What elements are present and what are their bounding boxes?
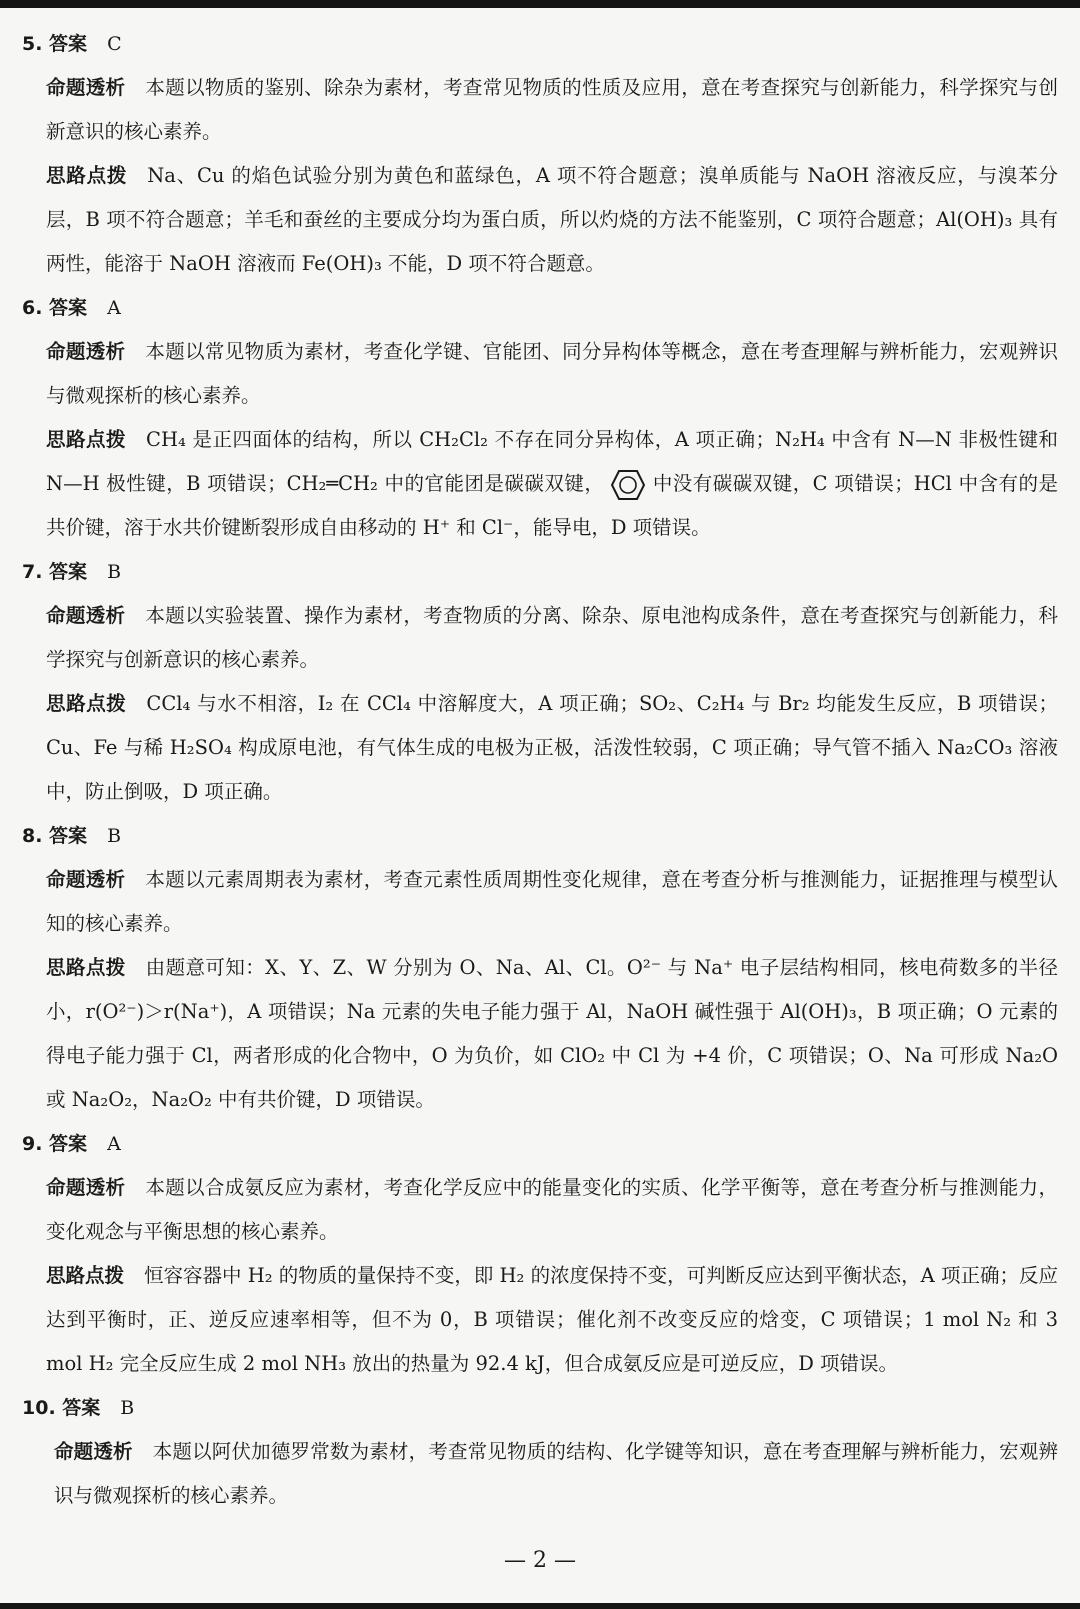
- hint-text: 恒容容器中 H₂ 的物质的量保持不变，即 H₂ 的浓度保持不变，可判断反应达到平衡状态，A 项正确；反应达到平衡时，正、逆反应速率相等，但不为 0，B 项错误；催化剂不改变反应的焓变，C 项错误；1 mol N₂ 和 3 mol H₂ 完全反应生成 2 mol NH₃ 放出的热量为 92.4 kJ，但合成氨反应是可逆反应，D 项错误。: [46, 1264, 1058, 1375]
- intent-text: 本题以合成氨反应为素材，考查化学反应中的能量变化的实质、化学平衡等，意在考查分析与推测能力，变化观念与平衡思想的核心素养。: [46, 1176, 1058, 1243]
- intent-text: 本题以元素周期表为素材，考查元素性质周期性变化规律，意在考查分析与推测能力，证据推理与模型认知的核心素养。: [46, 868, 1058, 935]
- intent-text: 本题以物质的鉴别、除杂为素材，考查常见物质的性质及应用，意在考查探究与创新能力，科学探究与创新意识的核心素养。: [46, 76, 1058, 143]
- question-7-hint: [46, 682, 1058, 814]
- intent-label: 命题透析: [46, 604, 126, 627]
- hint-text: CCl₄ 与水不相溶，I₂ 在 CCl₄ 中溶解度大，A 项正确；SO₂、C₂H₄ 与 Br₂ 均能发生反应，B 项错误；Cu、Fe 与稀 H₂SO₄ 构成原电池，有气体生成的电极为正极，活泼性较弱，C 项正确；导气管不插入 Na₂CO₃ 溶液中，防止倒吸，D 项正确。: [46, 692, 1058, 803]
- question-9-intent: [46, 1166, 1058, 1254]
- question-6-intent: [46, 330, 1058, 418]
- answer-value: C: [107, 33, 122, 55]
- answer-page: [22, 22, 1058, 1518]
- intent-label: 命题透析: [46, 1176, 126, 1199]
- answer-value: A: [107, 297, 121, 319]
- answer-value: B: [120, 1397, 135, 1419]
- intent-label: 命题透析: [54, 1440, 133, 1463]
- question-number: 6. 答案: [22, 297, 88, 319]
- hint-label: 思路点拨: [46, 692, 127, 715]
- question-8-hint: [46, 946, 1058, 1122]
- question-5-hint: [46, 154, 1058, 286]
- intent-text: 本题以常见物质为素材，考查化学键、官能团、同分异构体等概念，意在考查理解与辨析能力，宏观辨识与微观探析的核心素养。: [46, 340, 1058, 407]
- answer-value: A: [107, 1133, 121, 1155]
- intent-label: 命题透析: [46, 868, 126, 891]
- question-6-hint: [46, 418, 1058, 550]
- hint-text: 由题意可知：X、Y、Z、W 分别为 O、Na、Al、Cl。O²⁻ 与 Na⁺ 电子层结构相同，核电荷数多的半径小，r(O²⁻)＞r(Na⁺)，A 项错误；Na 元素的失电子能力强于 Al，NaOH 碱性强于 Al(OH)₃，B 项正确；O 元素的得电子能力强于 Cl，两者形成的化合物中，O 为负价，如 ClO₂ 中 Cl 为 +4 价，C 项错误；O、Na 可形成 Na₂O 或 Na₂O₂，Na₂O₂ 中有共价键，D 项错误。: [46, 956, 1058, 1111]
- question-7-intent: [46, 594, 1058, 682]
- answer-value: B: [107, 561, 122, 583]
- question-5-intent: [46, 66, 1058, 154]
- answer-value: B: [107, 825, 122, 847]
- question-number: 10. 答案: [22, 1397, 101, 1419]
- page-number: — 2 —: [504, 1548, 576, 1573]
- intent-text: 本题以实验装置、操作为素材，考查物质的分离、除杂、原电池构成条件，意在考查探究与创新能力，科学探究与创新意识的核心素养。: [46, 604, 1058, 671]
- intent-label: 命题透析: [46, 340, 126, 363]
- intent-label: 命题透析: [46, 76, 126, 99]
- question-number: 7. 答案: [22, 561, 88, 583]
- benzene-ring-icon: [610, 469, 646, 501]
- question-7-header: [22, 550, 1058, 594]
- top-border: [0, 0, 1080, 8]
- hint-label: 思路点拨: [46, 428, 127, 451]
- question-10-header: [22, 1386, 1058, 1430]
- hint-text-part-2: 中没有碳碳双键，C 项错误；HCl 中含有的是共价键，溶于水共价键断裂形成自由移动的 H⁺ 和 Cl⁻，能导电，D 项错误。: [46, 472, 1058, 539]
- question-number: 5. 答案: [22, 33, 88, 55]
- question-8-header: [22, 814, 1058, 858]
- question-9-header: [22, 1122, 1058, 1166]
- hint-text: Na、Cu 的焰色试验分别为黄色和蓝绿色，A 项不符合题意；溴单质能与 NaOH 溶液反应，与溴苯分层，B 项不符合题意；羊毛和蚕丝的主要成分均为蛋白质，所以灼烧的方法不能鉴别，C 项符合题意；Al(OH)₃ 具有两性，能溶于 NaOH 溶液而 Fe(OH)₃ 不能，D 项不符合题意。: [46, 164, 1058, 275]
- hint-label: 思路点拨: [46, 956, 126, 979]
- bottom-border: [0, 1603, 1080, 1609]
- hint-label: 思路点拨: [46, 164, 128, 187]
- question-9-hint: [46, 1254, 1058, 1386]
- hint-label: 思路点拨: [46, 1264, 125, 1287]
- question-number: 9. 答案: [22, 1133, 88, 1155]
- question-10-intent: [54, 1430, 1058, 1518]
- intent-text: 本题以阿伏加德罗常数为素材，考查常见物质的结构、化学键等知识，意在考查理解与辨析能力，宏观辨识与微观探析的核心素养。: [54, 1440, 1058, 1507]
- question-number: 8. 答案: [22, 825, 88, 847]
- question-6-header: [22, 286, 1058, 330]
- hint-text-part-1: CH₄ 是正四面体的结构，所以 CH₂Cl₂ 不存在同分异构体，A 项正确；N₂H₄ 中含有 N—N 非极性键和 N—H 极性键，B 项错误；CH₂═CH₂ 中的官能团是碳碳双键，: [46, 428, 1058, 495]
- question-8-intent: [46, 858, 1058, 946]
- question-5-header: [22, 22, 1058, 66]
